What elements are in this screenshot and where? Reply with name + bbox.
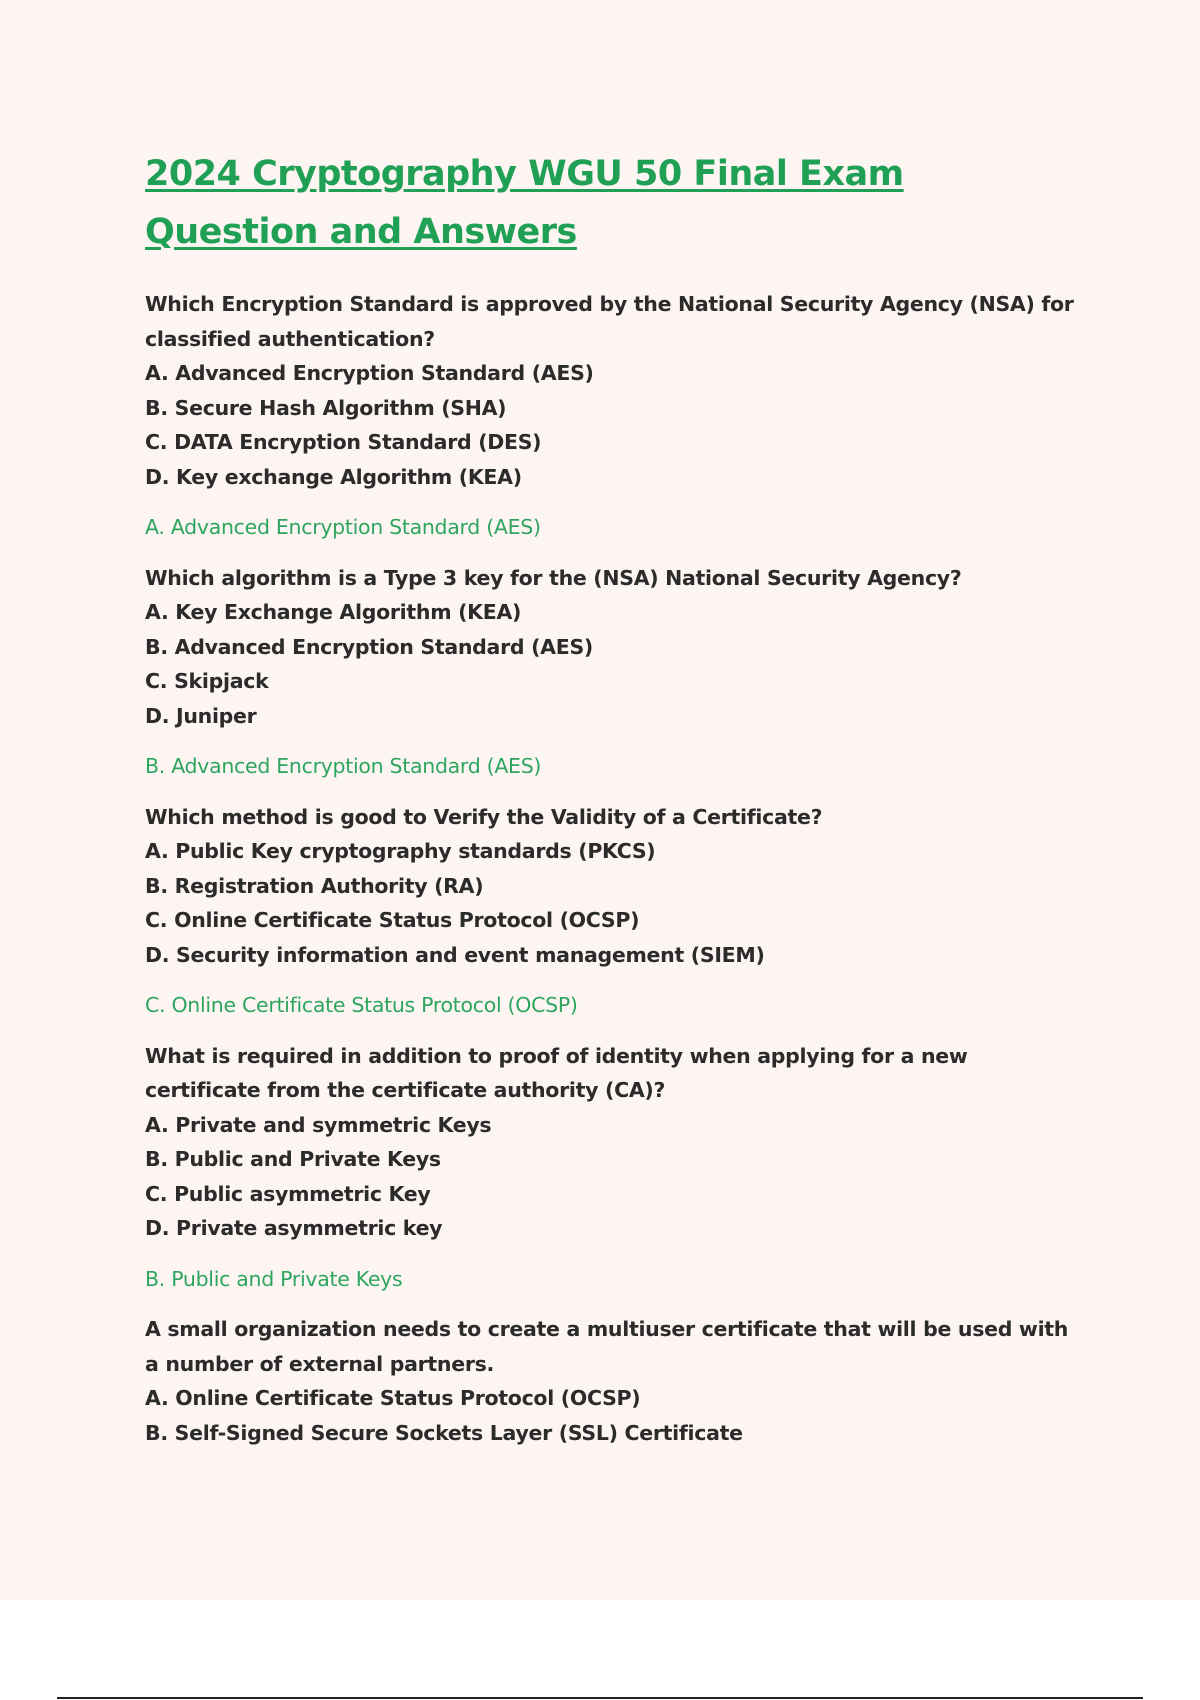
answer-option: C. Public asymmetric Key <box>145 1181 431 1206</box>
question-text: Which algorithm is a Type 3 key for the (NSA) National Security Agency? <box>145 565 962 590</box>
answer-option: B. Public and Private Keys <box>145 1147 441 1171</box>
answer-option: B. Advanced Encryption Standard (AES) <box>145 634 593 659</box>
answer-option: A. Online Certificate Status Protocol (OCSP) <box>145 1386 641 1410</box>
question-text: What is required in addition to proof of identity when applying for a new certificate from the certificate authority (CA)? <box>145 1043 968 1102</box>
answer-option: D. Security information and event management (SIEM) <box>145 942 765 967</box>
footer-divider <box>57 1697 1143 1699</box>
answer-option: B. Secure Hash Algorithm (SHA) <box>145 395 507 420</box>
answer-option: A. Advanced Encryption Standard (AES) <box>145 361 594 385</box>
answer-option: D. Private asymmetric key <box>145 1216 443 1240</box>
qa-block <box>145 1039 1075 1297</box>
qa-block <box>145 1312 1075 1450</box>
answer-option: C. DATA Encryption Standard (DES) <box>145 430 542 454</box>
qa-block <box>145 287 1075 545</box>
correct-answer: B. Advanced Encryption Standard (AES) <box>145 754 542 778</box>
question-text: A small organization needs to create a multiuser certificate that will be used with a number of external partners. <box>145 1317 1069 1376</box>
answer-option: B. Registration Authority (RA) <box>145 873 484 898</box>
qa-block <box>145 800 1075 1023</box>
correct-answer: A. Advanced Encryption Standard (AES) <box>145 515 541 539</box>
question-text: Which Encryption Standard is approved by the National Security Agency (NSA) for classified authentication? <box>145 292 1074 351</box>
answer-option: A. Key Exchange Algorithm (KEA) <box>145 600 522 624</box>
correct-answer: C. Online Certificate Status Protocol (OCSP) <box>145 993 578 1017</box>
answer-option: D. Juniper <box>145 703 257 728</box>
question-text: Which method is good to Verify the Validity of a Certificate? <box>145 804 823 829</box>
answer-option: A. Public Key cryptography standards (PKCS) <box>145 839 656 863</box>
answer-option: C. Skipjack <box>145 669 269 693</box>
correct-answer: B. Public and Private Keys <box>145 1266 403 1291</box>
answer-option: B. Self-Signed Secure Sockets Layer (SSL) Certificate <box>145 1420 743 1445</box>
document-content <box>145 145 1075 1466</box>
document-title: 2024 Cryptography WGU 50 Final Exam Question and Answers <box>145 154 904 252</box>
answer-option: A. Private and symmetric Keys <box>145 1112 492 1137</box>
qa-block <box>145 561 1075 784</box>
answer-option: D. Key exchange Algorithm (KEA) <box>145 464 522 489</box>
answer-option: C. Online Certificate Status Protocol (OCSP) <box>145 908 640 932</box>
